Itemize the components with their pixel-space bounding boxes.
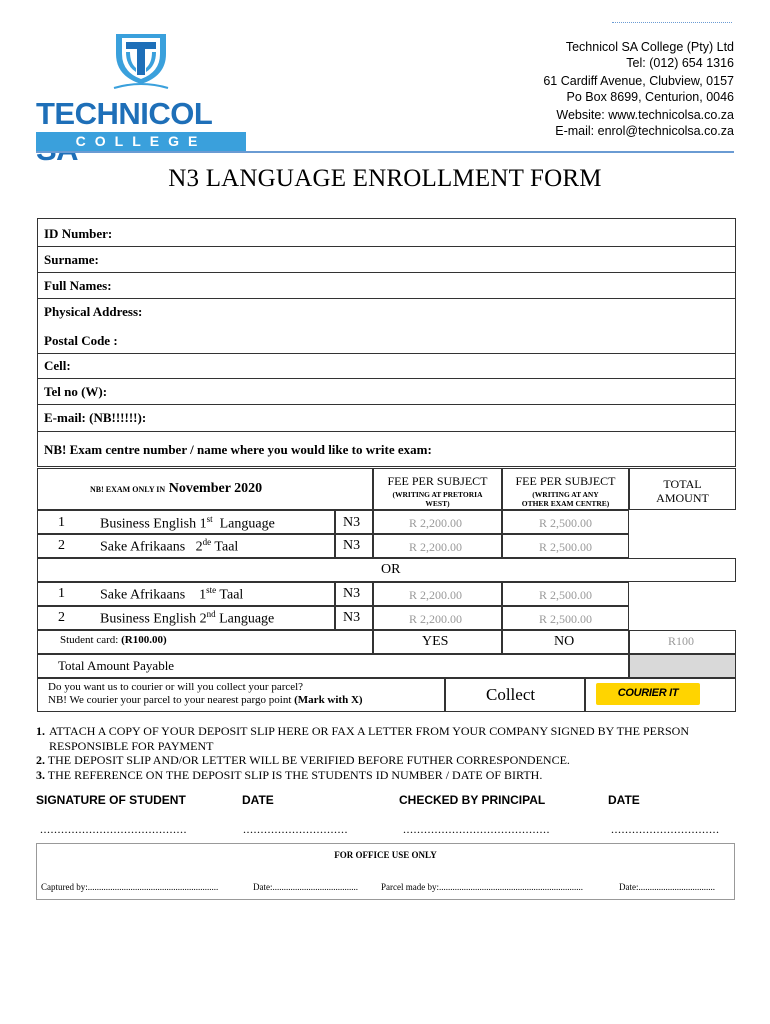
- subject-name[interactable]: [100, 537, 238, 556]
- fee-other: R 2,500.00: [539, 516, 593, 530]
- surname-field[interactable]: Surname:: [44, 252, 99, 267]
- office-use-box: [36, 843, 735, 900]
- note-number: 2.: [36, 753, 45, 767]
- note-text: THE DEPOSIT SLIP AND/OR LETTER WILL BE VERIFIED BEFORE FUTHER CORRESPONDENCE.: [47, 753, 570, 767]
- email-address[interactable]: E-mail: enrol@technicolsa.co.za: [555, 123, 734, 138]
- office-use-title: FOR OFFICE USE ONLY: [334, 850, 437, 860]
- fee-pretoria-header: [373, 468, 502, 510]
- ordinal-number: 2: [195, 539, 203, 555]
- student-card-label: [60, 634, 167, 646]
- signature-student-label: SIGNATURE OF STUDENT: [36, 793, 186, 807]
- exam-centre-field[interactable]: NB! Exam centre number / name where you would like to write exam:: [44, 442, 432, 457]
- tel-work-field[interactable]: Tel no (W):: [44, 384, 108, 399]
- subject-tail: Taal: [219, 587, 244, 603]
- cell-field[interactable]: Cell:: [44, 358, 71, 373]
- or-label: OR: [381, 562, 401, 577]
- note-text: ATTACH A COPY OF YOUR DEPOSIT SLIP HERE OR FAX A LETTER FROM YOUR COMPANY SIGNED BY THE PERSON RESPONSIBLE FOR PAYMENT: [49, 724, 690, 753]
- logo-wordmark: TECHNICOL: [36, 96, 212, 131]
- total-payable-value[interactable]: [629, 654, 736, 678]
- row-number: 2: [58, 538, 65, 553]
- collect-option[interactable]: Collect: [486, 685, 536, 704]
- level: N3: [343, 610, 361, 625]
- mark-with-x: (Mark with X): [294, 694, 363, 706]
- fee-other: R 2,500.00: [539, 612, 593, 626]
- courier-question-text: Do you want us to courier or will you collect your parcel?: [48, 681, 304, 693]
- courier-logo-text: COURIER IT: [617, 687, 679, 699]
- note-item: [36, 753, 736, 768]
- header-dotted-rule: [612, 22, 732, 24]
- signature-student-line[interactable]: ..........................................: [40, 822, 187, 836]
- subject-label: Business English: [100, 611, 197, 627]
- divider: [38, 431, 735, 432]
- page-title: N3 LANGUAGE ENROLLMENT FORM: [168, 165, 602, 192]
- total-amount-header: [629, 468, 736, 510]
- courier-it-logo[interactable]: [596, 683, 700, 705]
- ordinal-number: 1: [199, 516, 207, 532]
- ordinal-suffix: nd: [206, 609, 216, 619]
- logo-subtitle: COLLEGE: [36, 132, 246, 151]
- yes-option[interactable]: YES: [422, 634, 449, 649]
- subject-name[interactable]: [100, 514, 275, 533]
- fee-other: R 2,500.00: [539, 540, 593, 554]
- ordinal-number: 2: [199, 611, 207, 627]
- divider: [38, 272, 735, 273]
- note-item: [36, 724, 736, 753]
- note-number: 3.: [36, 767, 45, 782]
- fee-pretoria: R 2,200.00: [409, 516, 463, 530]
- college-logo: [36, 32, 246, 152]
- principal-signature-line[interactable]: ..........................................: [403, 822, 550, 836]
- contact-details: [434, 40, 734, 139]
- subject-label: Sake Afrikaans: [100, 539, 186, 555]
- subject-tail: Language: [219, 516, 275, 532]
- email-field[interactable]: E-mail: (NB!!!!!!):: [44, 410, 147, 425]
- subject-label: Sake Afrikaans: [100, 587, 186, 603]
- exam-month: November 2020: [168, 481, 263, 496]
- instructions: [36, 724, 736, 782]
- date-label: DATE: [242, 793, 274, 807]
- ordinal-suffix: de: [202, 537, 212, 547]
- physical-address-field[interactable]: Physical Address:: [44, 304, 143, 319]
- id-number-field[interactable]: ID Number:: [44, 226, 113, 241]
- ordinal-suffix: st: [206, 514, 213, 524]
- street-address: 61 Cardiff Avenue, Clubview, 0157: [543, 74, 734, 88]
- level: N3: [343, 538, 361, 553]
- personal-details-box: [37, 218, 736, 467]
- fee-other-title: FEE PER SUBJECT: [515, 474, 616, 488]
- telephone: Tel: (012) 654 1316: [626, 55, 734, 70]
- postal-address: Po Box 8699, Centurion, 0046: [566, 89, 734, 104]
- student-card-price: (R100.00): [121, 634, 167, 646]
- note-item: [36, 768, 736, 783]
- exam-info: [90, 481, 262, 497]
- row-number: 2: [58, 610, 65, 625]
- website[interactable]: Website: www.technicolsa.co.za: [556, 108, 734, 122]
- courier-question: [48, 681, 363, 707]
- postal-code-field[interactable]: Postal Code :: [44, 333, 118, 348]
- divider: [38, 353, 735, 354]
- subject-name[interactable]: [100, 585, 243, 604]
- fee-pretoria: R 2,200.00: [409, 588, 463, 602]
- subject-label: Business English: [100, 516, 197, 532]
- fee-other-header: [502, 468, 629, 510]
- fee-pretoria-sub: (WRITING AT PRETORIA WEST): [392, 490, 483, 508]
- divider: [38, 378, 735, 379]
- full-names-field[interactable]: Full Names:: [44, 278, 112, 293]
- note-number: 1.: [36, 724, 45, 738]
- ordinal-suffix: ste: [206, 585, 217, 595]
- captured-by-field[interactable]: Captured by:..........................................................: [41, 882, 219, 892]
- divider: [38, 246, 735, 247]
- row-number: 1: [58, 586, 65, 601]
- date-line[interactable]: ...............................: [611, 822, 720, 836]
- subject-tail: Language: [219, 611, 275, 627]
- student-card-total: R100: [668, 634, 695, 648]
- divider: [38, 298, 735, 299]
- exam-only-label: NB! EXAM ONLY IN: [90, 485, 166, 494]
- fee-pretoria: R 2,200.00: [409, 612, 463, 626]
- fee-other: R 2,500.00: [539, 588, 593, 602]
- row-number: 1: [58, 515, 65, 530]
- date-field[interactable]: Date:..................................: [619, 882, 715, 892]
- fee-pretoria: R 2,200.00: [409, 540, 463, 554]
- header-divider: [36, 151, 734, 153]
- parcel-made-by-field[interactable]: Parcel made by:................................................................: [381, 882, 583, 892]
- ordinal-number: 1: [199, 587, 207, 603]
- level: N3: [343, 586, 361, 601]
- divider: [38, 404, 735, 405]
- subject-name[interactable]: [100, 609, 274, 628]
- date-line[interactable]: ..............................: [243, 822, 348, 836]
- note-text: THE REFERENCE ON THE DEPOSIT SLIP IS THE STUDENTS ID NUMBER / DATE OF BIRTH.: [47, 767, 543, 782]
- level: N3: [343, 515, 361, 530]
- subject-tail: Taal: [214, 539, 239, 555]
- date-field[interactable]: Date:......................................: [253, 882, 358, 892]
- fee-pretoria-title: FEE PER SUBJECT: [387, 474, 488, 488]
- total-amount-label: TOTAL AMOUNT: [656, 477, 709, 505]
- student-card-text: Student card:: [60, 634, 122, 646]
- date-label: DATE: [608, 793, 640, 807]
- no-option[interactable]: NO: [554, 634, 575, 649]
- total-payable-label: Total Amount Payable: [58, 658, 175, 673]
- fee-other-sub: (WRITING AT ANY OTHER EXAM CENTRE): [521, 490, 610, 508]
- courier-note: NB! We courier your parcel to your nearest pargo point: [48, 694, 295, 706]
- company-name: Technicol SA College (Pty) Ltd: [565, 40, 734, 54]
- checked-by-principal-label: CHECKED BY PRINCIPAL: [399, 793, 546, 807]
